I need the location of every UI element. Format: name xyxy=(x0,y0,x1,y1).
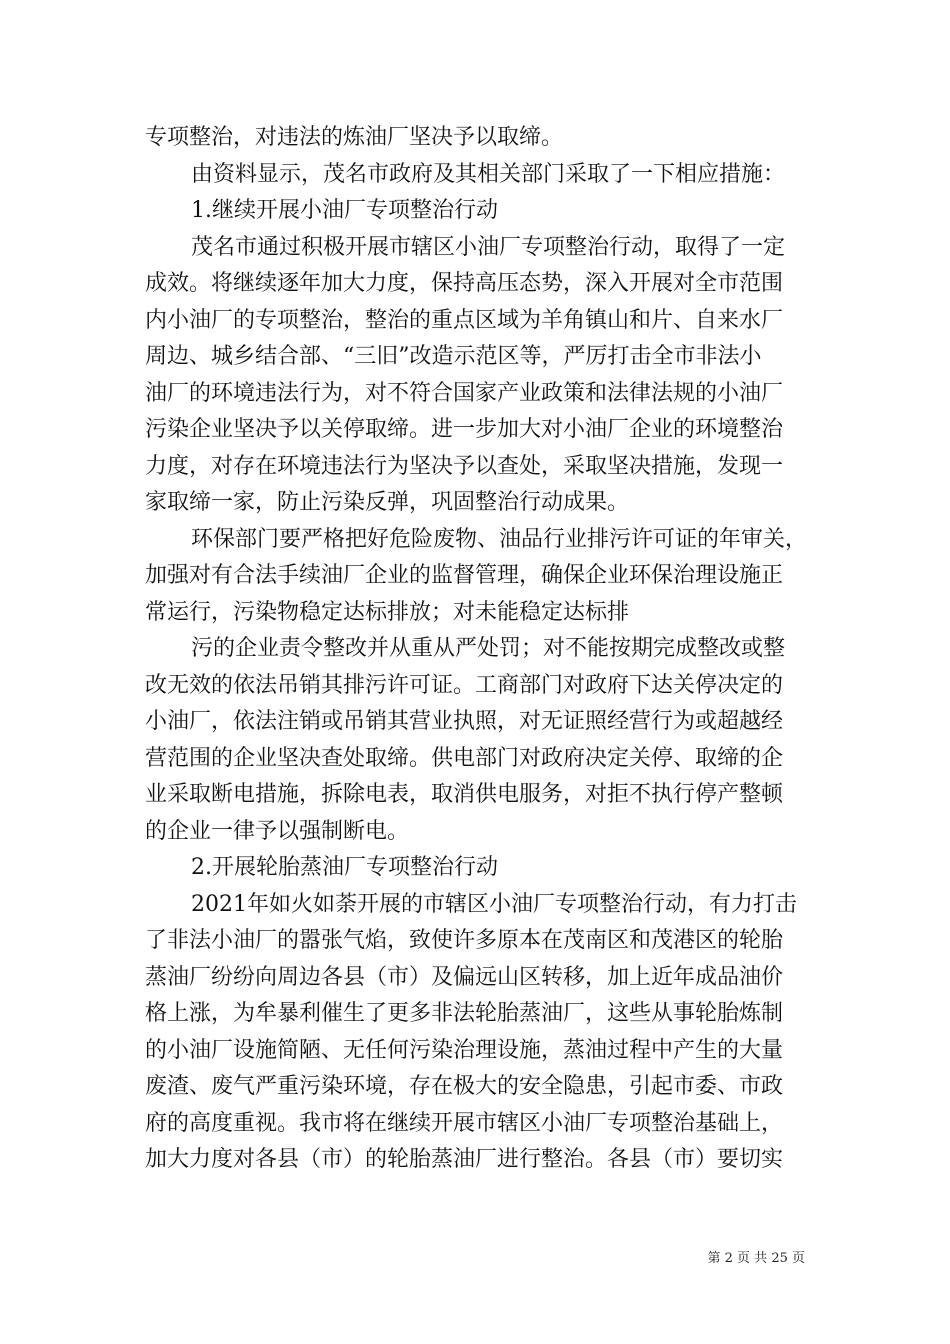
text-line: 了非法小油厂的嚣张气焰，致使许多原本在茂南区和茂港区的轮胎 xyxy=(145,928,784,953)
text-line: 格上涨，为牟暴利催生了更多非法轮胎蒸油厂，这些从事轮胎炼制 xyxy=(145,1001,784,1026)
text-line: 府的高度重视。我市将在继续开展市辖区小油厂专项整治基础上， xyxy=(145,1110,784,1136)
text-line: 力度，对存在环境违法行为坚决予以查处，采取坚决措施，发现一 xyxy=(145,453,784,479)
text-line: 废渣、废气严重污染环境，存在极大的安全隐患，引起市委、市政 xyxy=(145,1074,784,1099)
text-line: 专项整治，对违法的炼油厂坚决予以取缔。 xyxy=(145,125,564,150)
text-line: 业采取断电措施，拆除电表，取消供电服务，对拒不执行停产整顿 xyxy=(145,782,784,807)
text-line: 2.开展轮胎蒸油厂专项整治行动 xyxy=(191,855,498,880)
text-line: 蒸油厂纷纷向周边各县（市）及偏远山区转移，加上近年成品油价 xyxy=(145,964,784,990)
text-line: 茂名市通过积极开展市辖区小油厂专项整治行动，取得了一定 xyxy=(191,234,786,260)
text-line: 环保部门要严格把好危险废物、油品行业排污许可证的年审关， xyxy=(191,526,808,552)
text-line: 加大力度对各县（市）的轮胎蒸油厂进行整治。各县（市）要切实 xyxy=(145,1147,784,1172)
text-line: 2021年如火如荼开展的市辖区小油厂专项整治行动，有力打击 xyxy=(191,891,797,917)
document-body xyxy=(145,120,815,1179)
text-line: 的小油厂设施简陋、无任何污染治理设施，蒸油过程中产生的大量 xyxy=(145,1037,784,1063)
page-number: 第 2 页 共 25 页 xyxy=(707,1251,805,1266)
text-line: 1.继续开展小油厂专项整治行动 xyxy=(191,198,498,223)
text-line: 油厂的环境违法行为，对不符合国家产业政策和法律法规的小油厂 xyxy=(145,380,784,406)
text-line: 污的企业责令整改并从重从严处罚；对不能按期完成整改或整 xyxy=(191,636,786,661)
text-line: 污染企业坚决予以关停取缔。进一步加大对小油厂企业的环境整治 xyxy=(145,417,784,442)
text-line: 的企业一律予以强制断电。 xyxy=(145,818,410,844)
text-line: 成效。将继续逐年加大力度，保持高压态势，深入开展对全市范围 xyxy=(145,271,784,296)
text-line: 常运行，污染物稳定达标排放；对未能稳定达标排 xyxy=(145,599,630,625)
text-line: 周边、城乡结合部、“三旧”改造示范区等，严厉打击全市非法小 xyxy=(145,344,762,369)
text-line: 改无效的依法吊销其排污许可证。工商部门对政府下达关停决定的 xyxy=(145,672,784,698)
text-line: 内小油厂的专项整治，整治的重点区域为羊角镇山和片、自来水厂 xyxy=(145,307,784,333)
text-line: 家取缔一家，防止污染反弹，巩固整治行动成果。 xyxy=(145,490,630,515)
text-line: 由资料显示，茂名市政府及其相关部门采取了一下相应措施： xyxy=(191,161,786,187)
text-line: 小油厂，依法注销或吊销其营业执照，对无证照经营行为或超越经 xyxy=(145,709,784,734)
text-line: 营范围的企业坚决查处取缔。供电部门对政府决定关停、取缔的企 xyxy=(145,745,784,771)
text-line: 加强对有合法手续油厂企业的监督管理，确保企业环保治理设施正 xyxy=(145,563,784,588)
